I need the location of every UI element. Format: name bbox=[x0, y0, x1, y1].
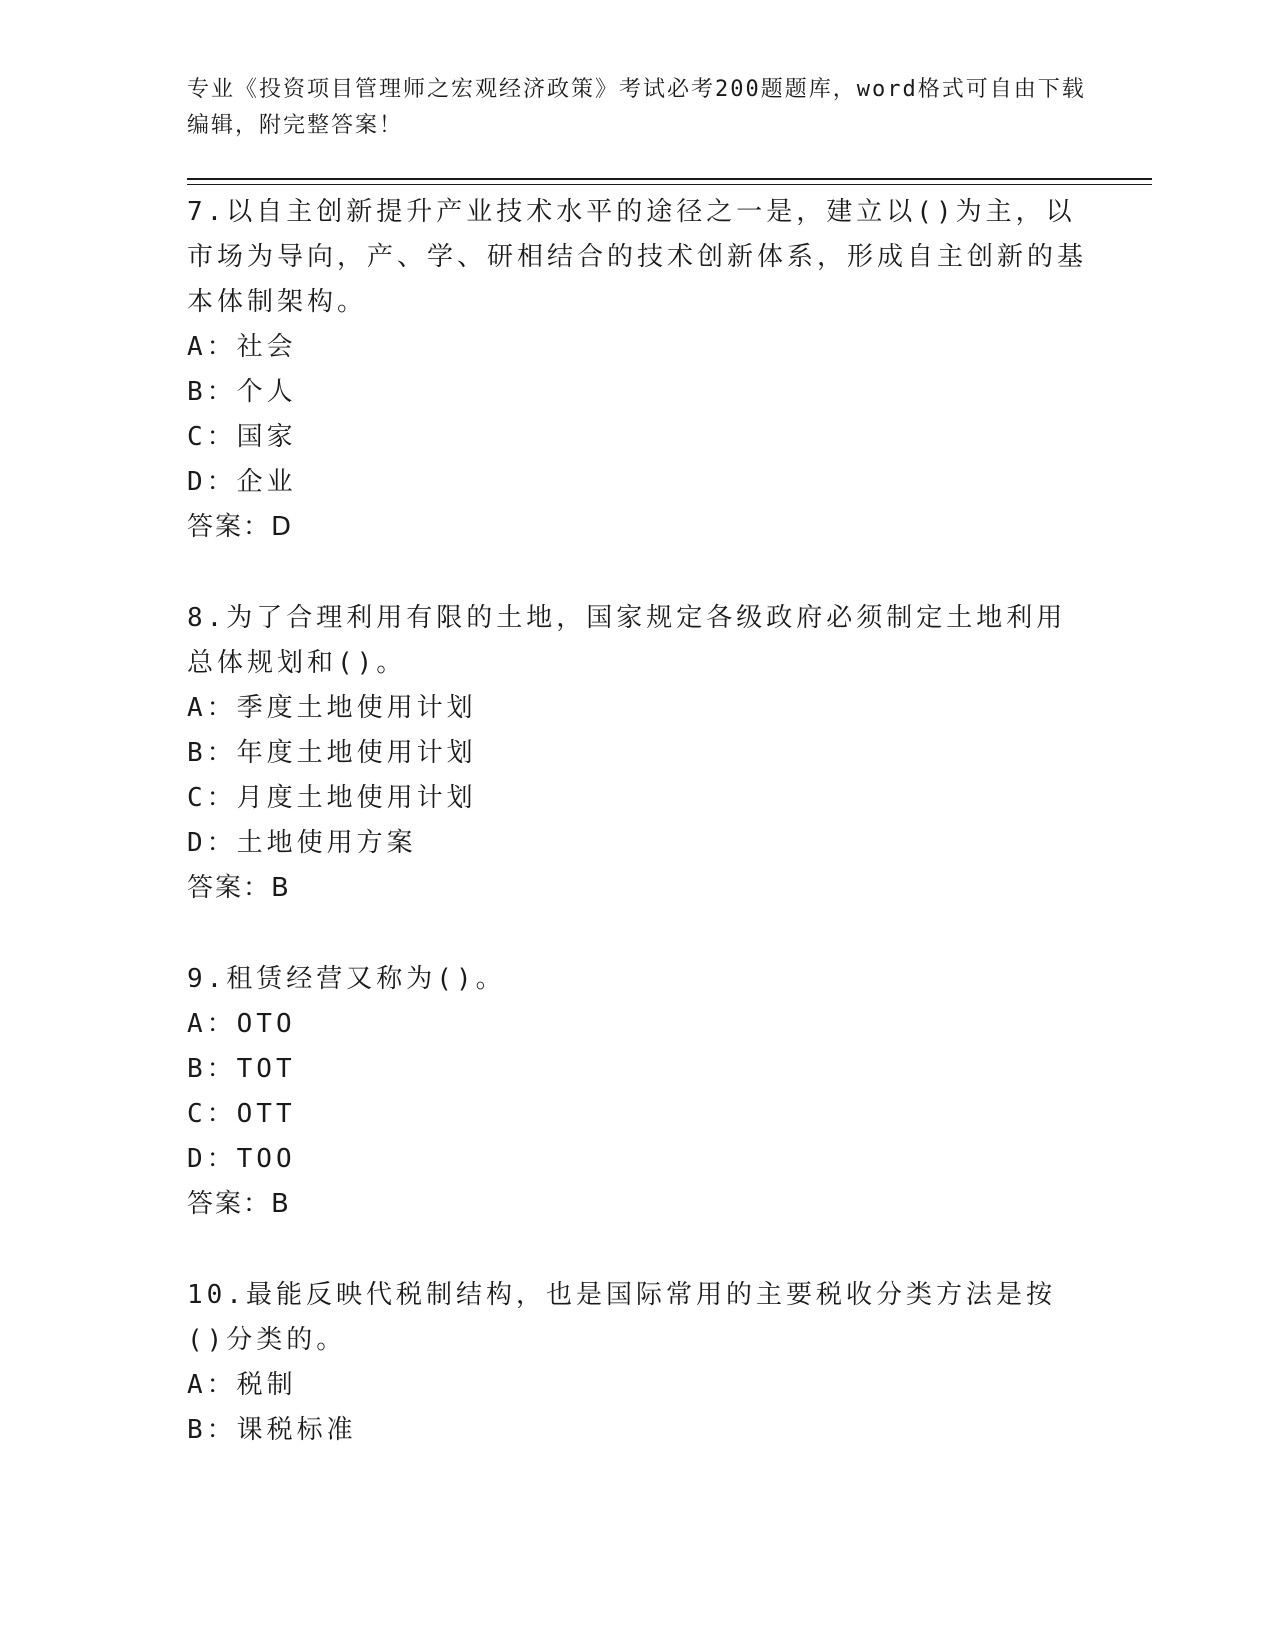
question-stem: 7.以自主创新提升产业技术水平的途径之一是，建立以()为主，以市场为导向，产、学、研相结合的技术创新体系，形成自主创新的基本体制架构。 bbox=[187, 197, 1088, 317]
document-header: 专业《投资项目管理师之宏观经济政策》考试必考200题题库，word格式可自由下载编辑，附完整答案！ bbox=[187, 77, 1086, 138]
answer-line: 答案：B bbox=[187, 873, 291, 903]
option-a: A：季度土地使用计划 bbox=[187, 693, 477, 723]
question-stem: 9.租赁经营又称为()。 bbox=[187, 964, 506, 994]
answer-line: 答案：B bbox=[187, 1189, 291, 1219]
question-8 bbox=[187, 596, 1087, 911]
answer-line: 答案：D bbox=[187, 512, 294, 542]
option-b: B：个人 bbox=[187, 377, 297, 407]
option-d: D：TOO bbox=[187, 1144, 296, 1174]
question-list bbox=[187, 190, 1087, 1499]
question-7 bbox=[187, 190, 1087, 550]
option-c: C：OTT bbox=[187, 1099, 296, 1129]
option-b: B：年度土地使用计划 bbox=[187, 738, 477, 768]
option-d: D：企业 bbox=[187, 467, 297, 497]
option-c: C：国家 bbox=[187, 422, 297, 452]
option-c: C：月度土地使用计划 bbox=[187, 783, 477, 813]
option-a: A：社会 bbox=[187, 332, 297, 362]
header-divider-thick bbox=[187, 178, 1152, 180]
option-a: A：税制 bbox=[187, 1370, 297, 1400]
option-a: A：OTO bbox=[187, 1009, 296, 1039]
option-d: D：土地使用方案 bbox=[187, 828, 417, 858]
question-9 bbox=[187, 957, 1087, 1227]
question-stem: 8.为了合理利用有限的土地，国家规定各级政府必须制定土地利用总体规划和()。 bbox=[187, 603, 1067, 678]
header-divider-thin bbox=[187, 184, 1152, 185]
question-10 bbox=[187, 1273, 1087, 1453]
question-stem: 10.最能反映代税制结构，也是国际常用的主要税收分类方法是按()分类的。 bbox=[187, 1280, 1056, 1355]
option-b: B：TOT bbox=[187, 1054, 296, 1084]
option-b: B：课税标准 bbox=[187, 1415, 357, 1445]
